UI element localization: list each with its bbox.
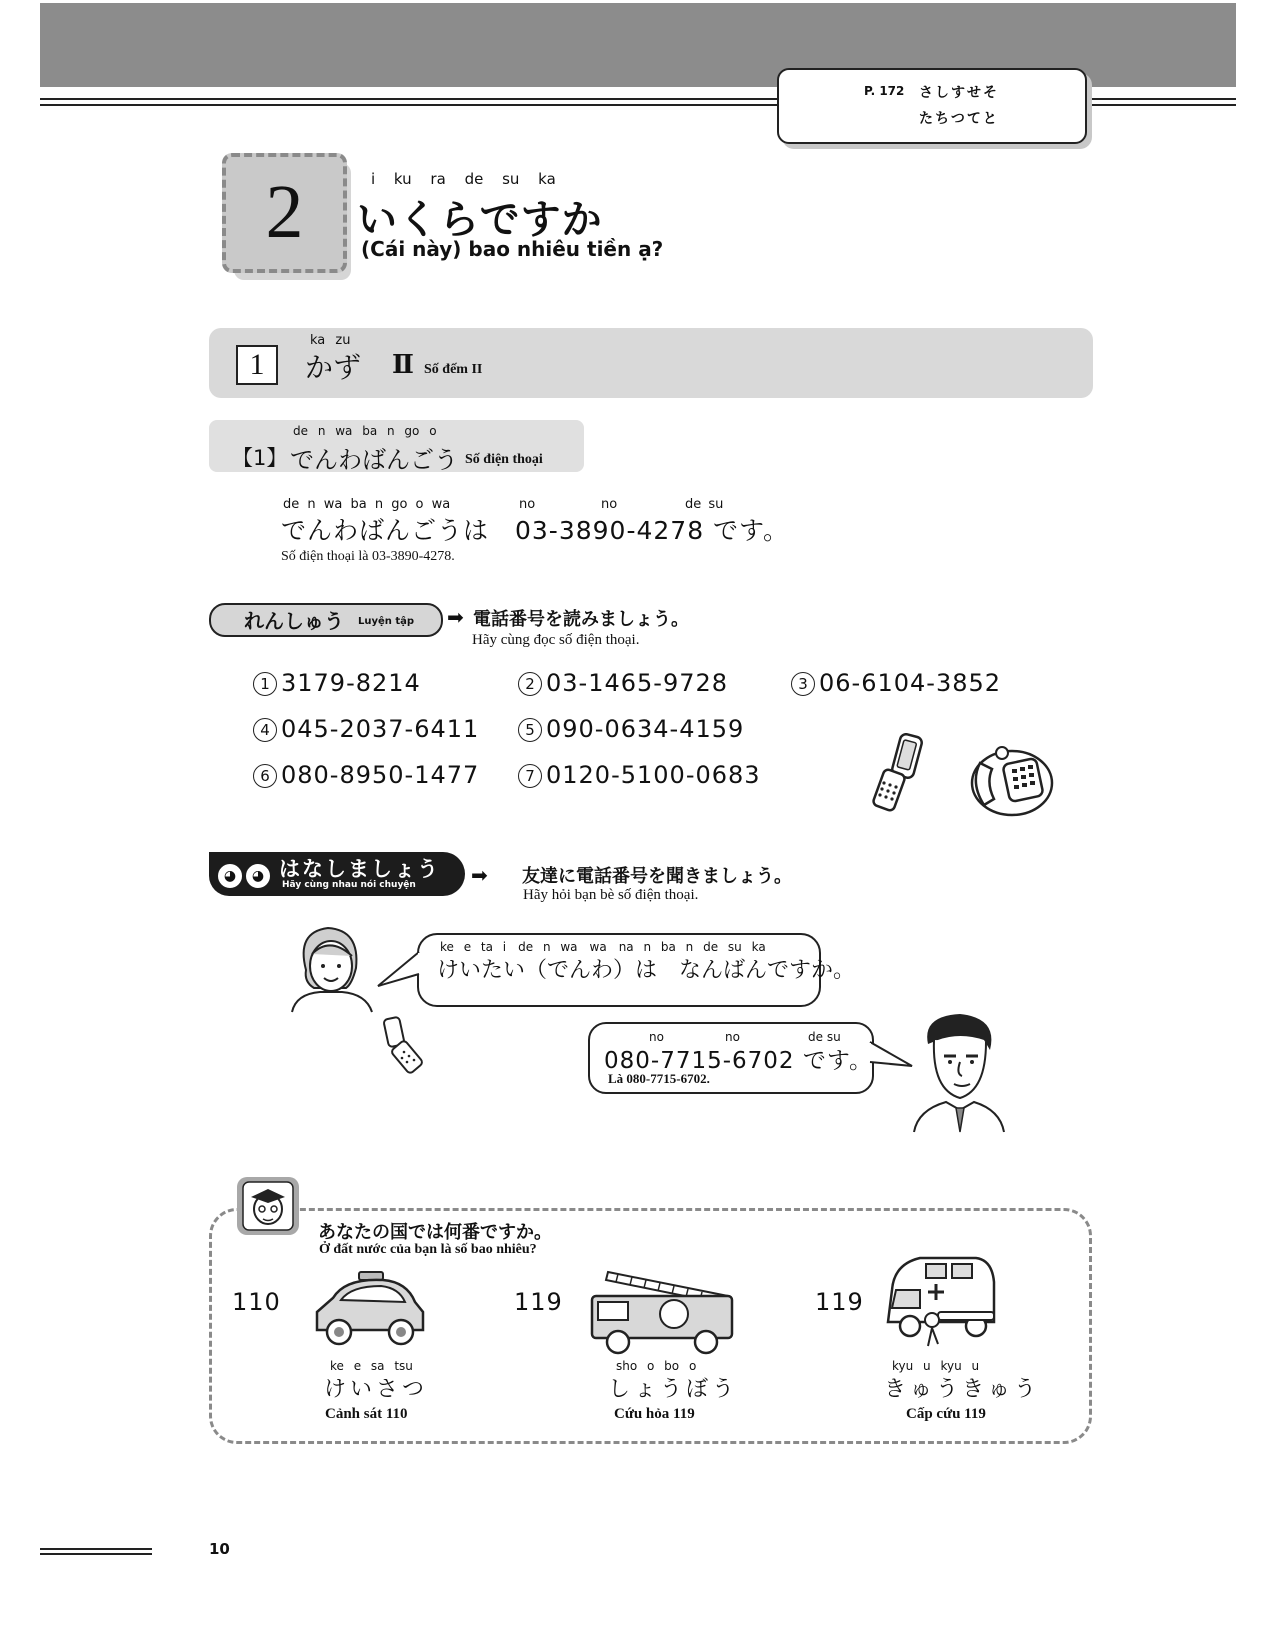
practice-task-vn: Hãy cùng đọc số điện thoại. xyxy=(472,632,640,648)
question-ruby: ke e ta i de n wa wa na n ba n de su ka xyxy=(440,940,766,954)
reference-page: P. 172 xyxy=(864,84,905,98)
phone-number: 0120-5100-0683 xyxy=(546,761,761,789)
phone-number: 045-2037-6411 xyxy=(281,715,480,743)
reference-kana-1: さしすせそ xyxy=(919,85,999,101)
emergency-number: 110 xyxy=(232,1288,281,1316)
phone-number: 06-6104-3852 xyxy=(819,669,1002,697)
example-ruby: de n wa ba n go o wa xyxy=(283,497,451,512)
subsection-title-vn: Số điện thoại xyxy=(465,452,543,467)
woman-illustration xyxy=(286,922,376,1014)
arrow-right-icon: ➡ xyxy=(447,605,464,629)
phone-exercise-item xyxy=(518,715,744,743)
info-question-vn: Ở đất nước của bạn là số bao nhiêu? xyxy=(319,1242,537,1257)
phone-exercise-item xyxy=(518,761,761,789)
answer-translation: Là 080-7715-6702. xyxy=(608,1071,710,1086)
phone-number: 03-1465-9728 xyxy=(546,669,729,697)
section-title-ruby: ka zu xyxy=(310,333,351,348)
practice-task: 電話番号を読みましょう。 xyxy=(473,609,689,630)
speaking-label: はなしましょう xyxy=(279,857,440,881)
practice-label-vn: Luyện tập xyxy=(358,616,415,627)
flip-phone-icon xyxy=(382,1016,432,1074)
section-number: 1 xyxy=(236,345,278,385)
service-name: きゅうきゅう xyxy=(884,1377,1041,1402)
subsection-number: 【1】 xyxy=(232,446,288,470)
phone-exercise-item xyxy=(253,715,479,743)
lesson-number: 2 xyxy=(265,170,304,254)
teacher-icon xyxy=(237,1177,299,1235)
answer-text: 080-7715-6702 です。 xyxy=(604,1048,874,1074)
speaking-task-vn: Hãy hỏi bạn bè số điện thoại. xyxy=(523,887,699,903)
phone-exercise-item xyxy=(791,669,1001,697)
service-name-vn: Cứu hỏa 119 xyxy=(614,1406,695,1422)
answer-ruby: no xyxy=(649,1030,664,1044)
item-number: 7 xyxy=(518,764,542,788)
reference-kana-2: たちつてと xyxy=(919,111,999,127)
item-number: 6 xyxy=(253,764,277,788)
phone-number: 090-0634-4159 xyxy=(546,715,745,743)
phone-exercise-item xyxy=(253,761,479,789)
service-ruby: sho o bo o xyxy=(616,1359,697,1373)
smiley-icon: ◕ xyxy=(216,862,244,890)
info-question: あなたの国では何番ですか。 xyxy=(318,1222,552,1243)
lesson-title-ruby: i ku ra de su ka xyxy=(371,170,556,188)
smiley-icon: ◕ xyxy=(244,862,272,890)
phone-exercise-item xyxy=(253,669,421,697)
item-number: 5 xyxy=(518,718,542,742)
item-number: 2 xyxy=(518,672,542,696)
item-number: 4 xyxy=(253,718,277,742)
item-number: 3 xyxy=(791,672,815,696)
answer-ruby: de su xyxy=(808,1030,841,1044)
speaking-label-vn: Hãy cùng nhau nói chuyện xyxy=(282,880,416,890)
subsection-title-ruby: de n wa ba n go o xyxy=(293,424,437,438)
police-car-icon xyxy=(311,1268,429,1348)
man-illustration xyxy=(910,1010,1006,1134)
service-name: けいさつ xyxy=(324,1377,429,1402)
service-ruby: kyu u kyu u xyxy=(892,1359,980,1373)
footer-rule xyxy=(40,1553,152,1555)
emergency-number: 119 xyxy=(815,1288,864,1316)
practice-label: れんしゅう xyxy=(244,609,344,633)
emergency-number: 119 xyxy=(514,1288,563,1316)
example-translation: Số điện thoại là 03-3890-4278. xyxy=(281,549,455,564)
phone-number: 080-8950-1477 xyxy=(281,761,480,789)
example-ruby: de su xyxy=(685,497,724,512)
service-name-vn: Cấp cứu 119 xyxy=(906,1406,986,1422)
example-ruby: no xyxy=(601,497,618,512)
section-roman-numeral: Ⅱ xyxy=(392,350,414,379)
item-number: 1 xyxy=(253,672,277,696)
answer-ruby: no xyxy=(725,1030,740,1044)
service-name-vn: Cảnh sát 110 xyxy=(325,1406,408,1422)
flip-phone-icon xyxy=(868,733,938,813)
question-text: けいたい（でんわ）は なんばんですか。 xyxy=(437,958,856,983)
desk-phone-icon xyxy=(966,733,1058,821)
phone-number: 3179-8214 xyxy=(281,669,421,697)
footer-rule xyxy=(40,1548,152,1550)
section-title: かず xyxy=(305,351,362,384)
lesson-title: いくらですか xyxy=(357,197,603,243)
example-sentence: でんわばんごうは 03-3890-4278 です。 xyxy=(281,516,790,545)
speech-bubble-tail xyxy=(376,950,421,990)
subsection-title: でんわばんごう xyxy=(290,446,458,474)
arrow-right-icon: ➡ xyxy=(471,863,488,887)
page-number: 10 xyxy=(209,1540,230,1558)
speech-bubble-tail xyxy=(868,1038,914,1072)
service-ruby: ke e sa tsu xyxy=(330,1359,413,1373)
fire-truck-icon xyxy=(588,1262,736,1356)
section-title-vn: Số đếm II xyxy=(424,362,483,377)
ambulance-icon xyxy=(880,1250,1008,1354)
service-name: しょうぼう xyxy=(608,1377,739,1402)
example-ruby: no xyxy=(519,497,536,512)
reference-box xyxy=(777,68,1087,144)
speaking-task: 友達に電話番号を聞きましょう。 xyxy=(522,866,792,887)
lesson-subtitle: (Cái này) bao nhiêu tiền ạ? xyxy=(361,237,664,261)
phone-exercise-item xyxy=(518,669,728,697)
